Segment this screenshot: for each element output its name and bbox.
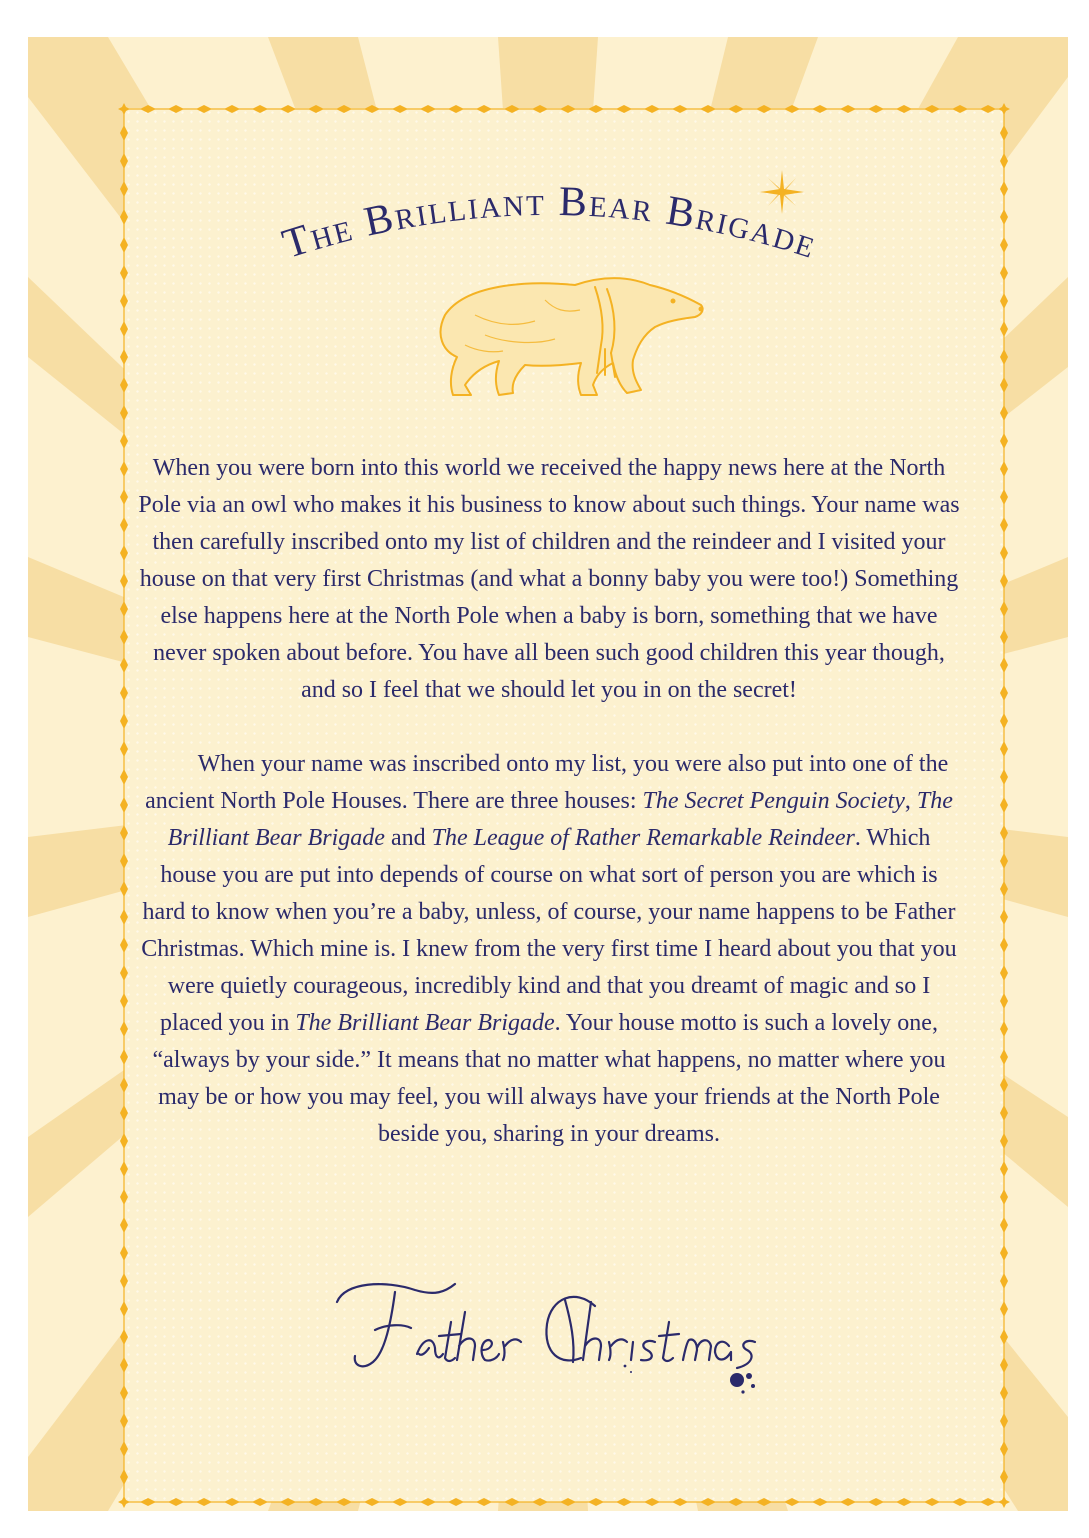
border-diamond xyxy=(120,881,128,897)
border-diamond xyxy=(1000,1441,1008,1457)
border-diamond xyxy=(504,105,520,113)
border-diamond xyxy=(1000,489,1008,505)
border-diamond xyxy=(1000,769,1008,785)
border-diamond xyxy=(1000,321,1008,337)
border-diamond xyxy=(1000,349,1008,365)
house-secret-penguin-society: The Secret Penguin Society xyxy=(642,788,905,814)
border-diamond xyxy=(1000,405,1008,421)
border-diamond xyxy=(120,517,128,533)
father-christmas-signature xyxy=(325,1262,775,1402)
border-diamond xyxy=(120,433,128,449)
border-diamond xyxy=(1000,1301,1008,1317)
border-diamond xyxy=(560,105,576,113)
border-diamond xyxy=(1000,461,1008,477)
border-diamond xyxy=(588,1498,604,1506)
border-diamond xyxy=(1000,965,1008,981)
separator: , xyxy=(904,788,917,814)
border-diamond xyxy=(868,1498,884,1506)
border-diamond xyxy=(896,1498,912,1506)
border-diamond xyxy=(1000,1105,1008,1121)
border-diamond xyxy=(1000,1077,1008,1093)
paragraph-2-middle: . Which house you are put into depends of course on what sort of person you are which is hard to know when you’re a baby, unless, of course, your name happens to be Father Christmas. Which mine is. I knew from the very first time I heard about you that you were quietly courageous, incredibly kind and that you dreamt of magic and so I placed you in xyxy=(141,825,957,1036)
border-diamond xyxy=(560,1498,576,1506)
border-diamond xyxy=(980,1498,996,1506)
border-diamond xyxy=(1000,237,1008,253)
border-diamond xyxy=(120,349,128,365)
border-diamond xyxy=(120,377,128,393)
border-diamond xyxy=(120,657,128,673)
border-diamond xyxy=(224,1498,240,1506)
border-diamond xyxy=(336,105,352,113)
border-diamond xyxy=(120,209,128,225)
border-diamond xyxy=(140,105,156,113)
border-diamond xyxy=(756,105,772,113)
placed-house: The Brilliant Bear Brigade xyxy=(295,1010,555,1036)
border-diamond xyxy=(1000,1021,1008,1037)
border-diamond xyxy=(120,1049,128,1065)
border-diamond xyxy=(140,1498,156,1506)
border-diamond xyxy=(120,1133,128,1149)
border-diamond xyxy=(532,105,548,113)
border-diamond xyxy=(1000,573,1008,589)
letter-body xyxy=(138,450,960,1153)
border-diamond xyxy=(644,105,660,113)
border-diamond xyxy=(120,1189,128,1205)
border-diamond xyxy=(840,105,856,113)
border-diamond xyxy=(476,1498,492,1506)
border-diamond xyxy=(120,1357,128,1373)
border-diamond xyxy=(364,1498,380,1506)
paragraph-2-intro: When your name was inscribed onto my list, you were also put into one of the ancient North Pole Houses. There are three houses: xyxy=(145,751,949,814)
border-diamond xyxy=(952,1498,968,1506)
border-diamond xyxy=(120,1441,128,1457)
border-diamond xyxy=(120,153,128,169)
border-diamond xyxy=(120,1021,128,1037)
border-diamond xyxy=(120,1469,128,1485)
border-diamond xyxy=(1000,685,1008,701)
border-diamond xyxy=(700,1498,716,1506)
border-diamond xyxy=(120,1161,128,1177)
border-diamond xyxy=(1000,601,1008,617)
signature-text: Father Christmas xyxy=(325,1262,332,1263)
border-diamond xyxy=(168,1498,184,1506)
border-diamond xyxy=(1000,1413,1008,1429)
border-diamond xyxy=(672,1498,688,1506)
border-diamond xyxy=(1000,993,1008,1009)
border-diamond xyxy=(120,321,128,337)
border-diamond xyxy=(616,1498,632,1506)
border-diamond xyxy=(120,797,128,813)
border-diamond xyxy=(1000,881,1008,897)
title-text: The Brilliant Bear Brigade xyxy=(277,178,823,268)
border-diamond xyxy=(120,685,128,701)
border-diamond xyxy=(308,105,324,113)
house-league-of-reindeer: The League of Rather Remarkable Reindeer xyxy=(431,825,855,851)
border-diamond xyxy=(784,1498,800,1506)
border-diamond xyxy=(1000,293,1008,309)
border-diamond xyxy=(448,1498,464,1506)
border-diamond xyxy=(392,105,408,113)
border-diamond xyxy=(812,105,828,113)
border-diamond xyxy=(120,937,128,953)
border-diamond xyxy=(1000,1217,1008,1233)
border-diamond xyxy=(1000,853,1008,869)
border-diamond xyxy=(812,1498,828,1506)
border-diamond xyxy=(120,741,128,757)
border-diamond xyxy=(196,1498,212,1506)
border-diamond xyxy=(120,1273,128,1289)
border-diamond xyxy=(504,1498,520,1506)
border-diamond xyxy=(308,1498,324,1506)
border-diamond xyxy=(1000,797,1008,813)
border-diamond xyxy=(1000,517,1008,533)
border-diamond xyxy=(120,1245,128,1261)
border-diamond xyxy=(168,105,184,113)
border-diamond xyxy=(1000,1049,1008,1065)
border-diamond xyxy=(120,545,128,561)
border-diamond xyxy=(120,629,128,645)
border-diamond xyxy=(1000,713,1008,729)
border-diamond xyxy=(120,125,128,141)
border-diamond xyxy=(120,1329,128,1345)
border-diamond xyxy=(120,1301,128,1317)
border-diamond xyxy=(1000,909,1008,925)
letter-paragraph-1: When you were born into this world we received the happy news here at the North Pole via an owl who makes it his business to know about such things. Your name was then carefully inscribed onto my list of children and the reindeer and I visited your house on that very first Christmas (and what a bonny baby you were too!) Something else happens here at the North Pole when a baby is born, something that we have never spoken about before. You have all been such good children this year though, and so I feel that we should let you in on the secret! xyxy=(138,455,960,703)
border-diamond xyxy=(1000,1469,1008,1485)
border-diamond xyxy=(1000,181,1008,197)
border-diamond xyxy=(280,1498,296,1506)
border-diamond xyxy=(1000,1189,1008,1205)
border-diamond xyxy=(120,1385,128,1401)
border-diamond xyxy=(1000,1357,1008,1373)
border-diamond xyxy=(924,105,940,113)
house-brilliant-bear-brigade: The Brilliant Bear Brigade xyxy=(167,788,953,851)
border-diamond xyxy=(1000,825,1008,841)
border-diamond xyxy=(120,769,128,785)
border-diamond xyxy=(120,237,128,253)
paragraph-2-end: . Your house motto is such a lovely one, “always by your side.” It means that no matter what happens, no matter where you may be or how you may feel, you will always have your friends at the North Pole beside you, sharing in your dreams. xyxy=(152,1010,946,1147)
border-diamond xyxy=(1000,433,1008,449)
border-diamond xyxy=(1000,125,1008,141)
border-diamond xyxy=(120,1077,128,1093)
separator: and xyxy=(384,825,432,851)
border-diamond xyxy=(120,1413,128,1429)
border-diamond xyxy=(120,713,128,729)
border-diamond xyxy=(1000,1273,1008,1289)
border-diamond xyxy=(392,1498,408,1506)
border-diamond xyxy=(252,105,268,113)
border-diamond xyxy=(196,105,212,113)
border-diamond xyxy=(840,1498,856,1506)
border-diamond xyxy=(644,1498,660,1506)
border-diamond xyxy=(980,105,996,113)
border-diamond xyxy=(120,489,128,505)
border-diamond xyxy=(420,105,436,113)
border-diamond xyxy=(1000,629,1008,645)
border-diamond xyxy=(756,1498,772,1506)
border-diamond xyxy=(120,909,128,925)
border-diamond xyxy=(1000,937,1008,953)
border-diamond xyxy=(120,461,128,477)
border-diamond xyxy=(280,105,296,113)
border-diamond xyxy=(120,601,128,617)
border-diamond xyxy=(952,105,968,113)
border-diamond xyxy=(120,1105,128,1121)
border-diamond xyxy=(700,105,716,113)
border-diamond xyxy=(120,965,128,981)
border-diamond xyxy=(728,1498,744,1506)
border-diamond xyxy=(120,825,128,841)
letter-paragraph-2 xyxy=(138,746,960,1153)
border-diamond xyxy=(336,1498,352,1506)
border-diamond xyxy=(1000,545,1008,561)
star-icon xyxy=(760,170,804,214)
border-diamond xyxy=(1000,1245,1008,1261)
border-diamond xyxy=(1000,153,1008,169)
border-diamond xyxy=(1000,741,1008,757)
border-diamond xyxy=(120,405,128,421)
border-diamond xyxy=(1000,1161,1008,1177)
border-diamond xyxy=(616,105,632,113)
border-diamond xyxy=(1000,377,1008,393)
border-diamond xyxy=(728,105,744,113)
border-diamond xyxy=(784,105,800,113)
border-diamond xyxy=(1000,1329,1008,1345)
border-diamond xyxy=(1000,1133,1008,1149)
border-diamond xyxy=(120,573,128,589)
border-diamond xyxy=(252,1498,268,1506)
border-diamond xyxy=(120,293,128,309)
border-diamond xyxy=(1000,209,1008,225)
border-diamond xyxy=(1000,1385,1008,1401)
border-diamond xyxy=(120,265,128,281)
border-diamond xyxy=(532,1498,548,1506)
border-diamond xyxy=(448,105,464,113)
border-diamond xyxy=(224,105,240,113)
border-diamond xyxy=(120,853,128,869)
border-diamond xyxy=(120,181,128,197)
border-diamond xyxy=(896,105,912,113)
border-diamond xyxy=(120,1217,128,1233)
polar-bear-illustration xyxy=(405,255,715,405)
border-diamond xyxy=(1000,657,1008,673)
border-diamond xyxy=(924,1498,940,1506)
border-diamond xyxy=(364,105,380,113)
border-diamond xyxy=(672,105,688,113)
border-diamond xyxy=(420,1498,436,1506)
border-diamond xyxy=(868,105,884,113)
border-diamond xyxy=(1000,265,1008,281)
border-diamond xyxy=(120,993,128,1009)
border-diamond xyxy=(476,105,492,113)
border-diamond xyxy=(588,105,604,113)
